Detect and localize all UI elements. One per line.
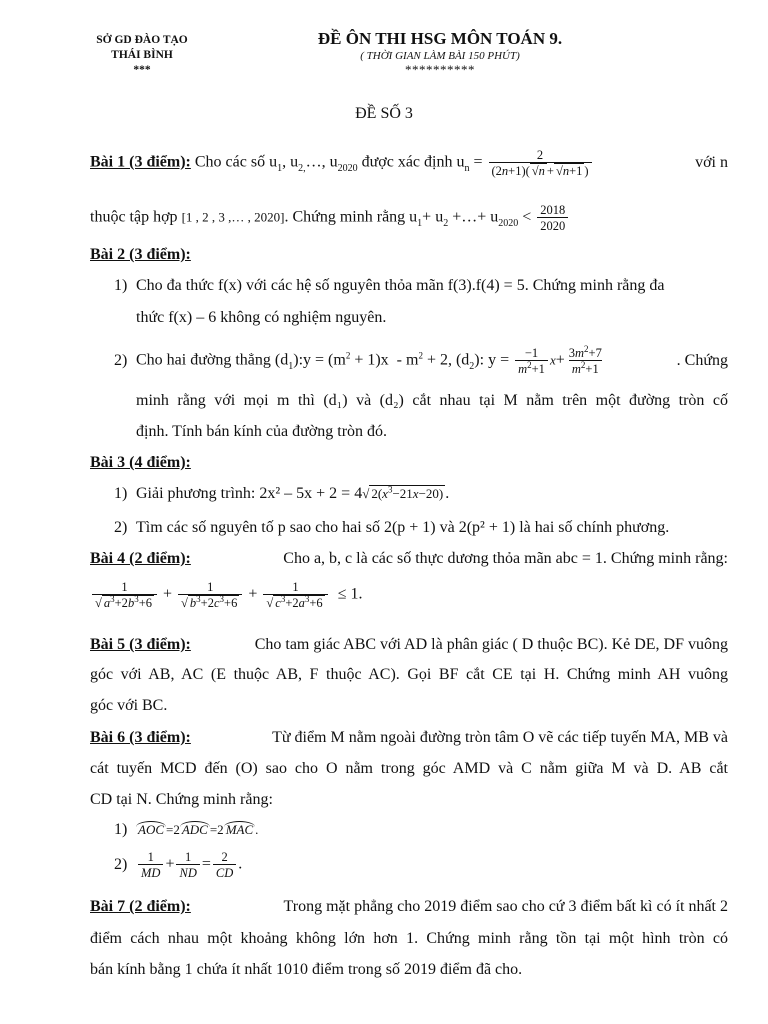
problem-2-part-2-cont-2: định. Tính bán kính của đường tròn đó. — [136, 423, 388, 440]
un-formula: $\frac{2}{(2n+1)( √n + √n+1 )}$ — [489, 148, 592, 178]
problem-4-inequality: $\frac{1}{√ a^3+2b^3+6}$ + $\frac{1}{√ b^3+2c^3+6}$ + $\frac{1}{√ c^3+2a^3+6}$ ≤ 1. — [90, 580, 362, 610]
problem-2-part-2-cont: minh rằng với mọi m thì (d₁) và (d₂) cắt nhau tại M nằm trên một đường tròn cố — [136, 392, 728, 409]
exam-title: ĐỀ ÔN THI HSG MÔN TOÁN 9. — [317, 29, 563, 48]
exam-stars: ********** — [405, 62, 475, 77]
problem-6-line-1: Bài 6 (3 điểm): Từ điểm M nằm ngoài đường tròn tâm O vẽ các tiếp tuyến MA, MB và — [90, 727, 728, 749]
problem-3-part-2: 2) Tìm các số nguyên tố p sao cho hai số 2(p + 1) và 2(p² + 1) là hai số chính phương. — [114, 519, 670, 536]
exam-duration: ( THỜI GIAN LÀM BÀI 150 PHÚT) — [360, 50, 520, 62]
problem-3-part-1: 1) Giải phương trình: 2x² – 5x + 2 = 4√ $2(x^3-21x-20)$ . — [114, 484, 450, 502]
problem-7-line-2: điểm cách nhau một khoảng không lớn hơn 1. Chứng minh rằng tồn tại một hình tròn có — [90, 930, 728, 947]
problem-2-part-2: 2) Cho hai đường thẳng $(d_1):y = (m^2 + 1)x - m^2 + 2$, $(d_2)$: y = $\frac{-1}{m^2+1}$ x+ $\frac{3m^2+7}{m^2+1}$ . Chứng — [114, 343, 728, 376]
problem-4-title: Bài 4 (2 điểm): — [90, 550, 191, 567]
bound-fraction: $\frac{2018}{2020}$ — [537, 203, 568, 233]
problem-7-line-3: bán kính bằng 1 chứa ít nhất 1010 điểm trong số 2019 điểm đã cho. — [90, 961, 523, 978]
problem-4-line-1: Bài 4 (2 điểm): Cho a, b, c là các số thực dương thỏa mãn abc = 1. Chứng minh rằng: — [90, 548, 728, 570]
problem-5-line-3: góc với BC. — [90, 697, 168, 714]
exam-header — [300, 29, 580, 77]
problem-7-line-1: Bài 7 (2 điểm): Trong mặt phẳng cho 2019 điểm sao cho cứ 3 điểm bất kì có ít nhất 2 — [90, 896, 728, 918]
problem-2-title: Bài 2 (3 điểm): — [90, 246, 191, 263]
department-province: THÁI BÌNH — [111, 49, 173, 61]
intercept-fraction: $\frac{3m^2+7}{m^2+1}$ — [568, 343, 602, 376]
slope-fraction: $\frac{-1}{m^2+1}$ — [515, 346, 548, 376]
problem-1-line-2: thuộc tập hợp [1 , 2 , 3 ,… , 2020]. Chứng minh rằng $u_1+ u_2$ +…+ $u_{2020}$ < $\frac{2018}{2020}$ — [90, 203, 570, 233]
problem-5-line-1: Bài 5 (3 điểm): Cho tam giác ABC với AD là phân giác ( D thuộc BC). Kẻ DE, DF vuông — [90, 634, 728, 656]
problem-7-title: Bài 7 (2 điểm): — [90, 898, 191, 915]
problem-5-line-2: góc với AB, AC (E thuộc AB, F thuộc AC). Gọi BF cắt CE tại H. Chứng minh AH vuông — [90, 666, 728, 683]
exam-number: ĐỀ SỐ 3 — [355, 105, 413, 122]
problem-5-title: Bài 5 (3 điểm): — [90, 636, 191, 653]
problem-6-line-2: cát tuyến MCD đến (O) sao cho O nằm trong góc AMD và C nằm giữa M và D. AB cắt — [90, 760, 728, 777]
problem-2-part-1: 1) Cho đa thức f(x) với các hệ số nguyên thỏa mãn f(3).f(4) = 5. Chứng minh rằng đa — [114, 277, 665, 294]
problem-6-part-1: 1) AOC =2 ADC =2 MAC . — [114, 821, 259, 838]
department-header — [88, 33, 196, 78]
problem-6-line-3: CD tại N. Chứng minh rằng: — [90, 791, 273, 808]
department-name: SỞ GD ĐÀO TẠO — [96, 34, 188, 46]
problem-1-line-1: Bài 1 (3 điểm): Cho các số $u_1$, $u_{2,}\dots$, $u_{2020}$ được xác định $u_n$ = $\frac{2}{(2n+1)( √n + √n+1 )}$ với n — [90, 148, 728, 178]
index-set: 1 , 2 , 3 ,… , 2020 — [185, 209, 281, 225]
problem-3-title: Bài 3 (4 điểm): — [90, 454, 191, 471]
problem-1-title: Bài 1 (3 điểm): — [90, 153, 191, 171]
problem-6-part-2: 2) $\frac{1}{MD}$ + $\frac{1}{ND}$ = $\frac{2}{CD}$ . — [114, 850, 243, 880]
department-stars: *** — [133, 64, 151, 76]
problem-2-part-1-cont: thức f(x) – 6 không có nghiệm nguyên. — [136, 309, 387, 326]
problem-6-title: Bài 6 (3 điểm): — [90, 729, 191, 746]
